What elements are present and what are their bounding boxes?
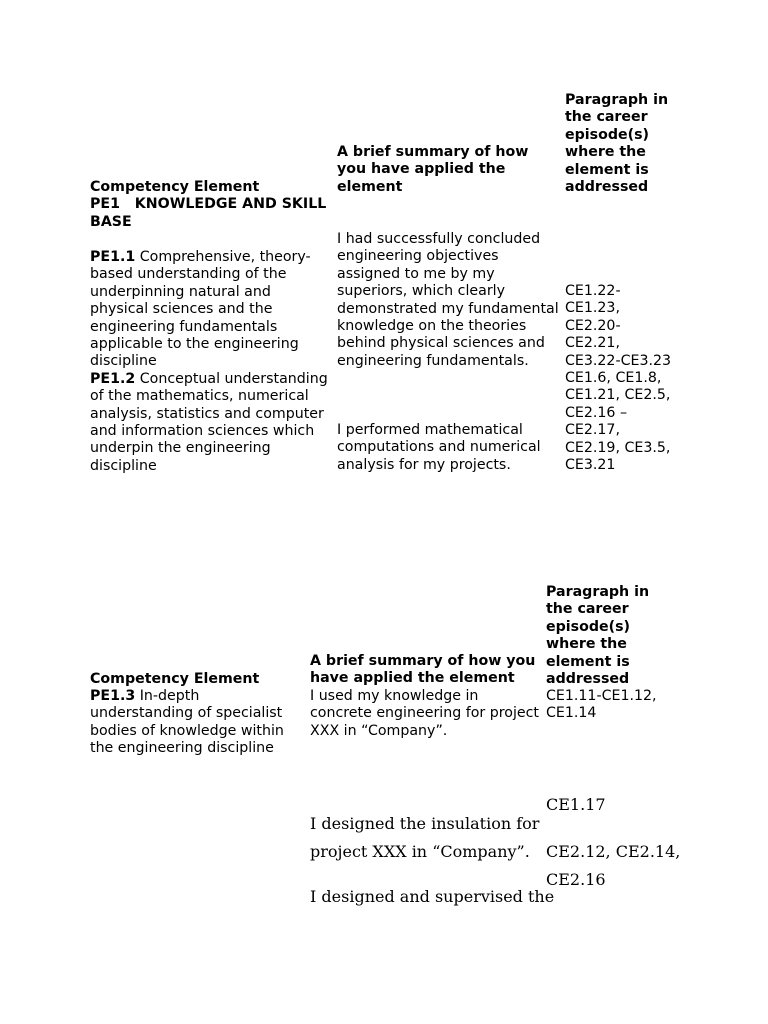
t1-col3-header-text: the career <box>565 109 648 126</box>
paragraph-ref: CE1.21, CE2.5, <box>565 387 671 404</box>
t2-col3-header-text: episode(s) <box>546 618 631 635</box>
pe1-3-text: understanding of specialist <box>90 705 283 722</box>
summary-line: I had successfully concluded <box>337 231 541 247</box>
pe1-2-text: discipline <box>90 457 157 474</box>
pe1-2-text: Conceptual understanding <box>135 370 328 387</box>
paragraph-ref: CE1.6, CE1.8, <box>565 370 662 387</box>
summary-line: engineering objectives <box>337 248 499 265</box>
pe1-3-code: PE1.3 <box>90 688 136 704</box>
paragraph-ref: CE1.11-CE1.12, <box>546 688 657 704</box>
t2-paragraph-refs-1 <box>546 688 657 723</box>
t2-col3-header-text: element is <box>546 653 630 670</box>
summary-line: superiors, which clearly <box>337 283 505 300</box>
pe1-2-text: underpin the engineering <box>90 440 271 457</box>
pe1-1-text: based understanding of the <box>90 266 287 283</box>
t1-section-title-cont: BASE <box>90 213 132 230</box>
summary-line: concrete engineering for project <box>310 705 539 722</box>
paragraph-ref: CE2.20- <box>565 317 621 334</box>
summary-line: analysis for my projects. <box>337 456 511 473</box>
pe1-2-text: of the mathematics, numerical <box>90 388 309 405</box>
t1-summary-2 <box>337 422 541 474</box>
t1-summary-1 <box>337 231 559 370</box>
t1-col3-header-text: where the <box>565 144 646 161</box>
summary-line: computations and numerical <box>337 439 541 456</box>
t2-col1-header-text: Competency Element <box>90 671 260 687</box>
pe1-1-text: discipline <box>90 353 157 370</box>
t1-col3-header-text: element is <box>565 161 649 178</box>
t2-col2-header-text: have applied the element <box>310 670 515 687</box>
t1-col2-header-text: A brief summary of how <box>337 144 529 160</box>
summary-line: I designed and supervised the <box>310 887 555 906</box>
t2-col3-header-text: where the <box>546 636 627 653</box>
pe1-3-text: the engineering discipline <box>90 740 274 757</box>
t2-col2-header-text: A brief summary of how you <box>310 653 536 669</box>
pe1-2-text: and information sciences which <box>90 423 315 440</box>
paragraph-ref: CE2.19, CE3.5, <box>565 439 671 456</box>
t2-col3-header-text: addressed <box>546 671 630 688</box>
paragraph-ref: CE2.16 <box>546 870 606 889</box>
t2-pe1-3 <box>90 688 284 758</box>
summary-line: I used my knowledge in <box>310 688 479 704</box>
summary-line: demonstrated my fundamental <box>337 300 559 317</box>
t1-col1-header-text: Competency Element <box>90 179 260 195</box>
t2-col2-header <box>310 653 535 688</box>
paragraph-ref: CE2.16 – <box>565 404 628 421</box>
t1-paragraph-refs <box>565 283 671 474</box>
t1-section-title: PE1 KNOWLEDGE AND SKILL <box>90 196 327 213</box>
pe1-1-code: PE1.1 <box>90 249 136 265</box>
pe1-1-text: underpinning natural and <box>90 283 271 300</box>
pe1-1-text: Comprehensive, theory- <box>135 249 311 265</box>
t1-col3-header <box>565 92 668 196</box>
t1-col3-header-text: Paragraph in <box>565 92 669 108</box>
pe1-3-text: In-depth <box>135 688 200 704</box>
t1-col3-header-text: addressed <box>565 179 649 196</box>
pe1-2-text: analysis, statistics and computer <box>90 405 324 422</box>
t2-summary-1 <box>310 688 539 740</box>
summary-line: project XXX in “Company”. <box>310 842 530 861</box>
pe1-1-text: physical sciences and the <box>90 301 273 318</box>
summary-line: I performed mathematical <box>337 422 523 438</box>
paragraph-ref: CE1.17 <box>546 795 606 814</box>
paragraph-ref: CE1.22- <box>565 283 621 299</box>
t2-paragraph-refs-2 <box>546 842 680 890</box>
t1-col3-header-text: episode(s) <box>565 126 650 143</box>
t2-summary-3 <box>310 887 554 907</box>
paragraph-ref: CE2.17, <box>565 422 620 439</box>
pe1-1-text: engineering fundamentals <box>90 318 278 335</box>
t1-col1-header <box>90 179 326 231</box>
paragraph-ref: CE2.12, CE2.14, <box>546 842 681 861</box>
pe1-1-text: applicable to the engineering <box>90 336 299 353</box>
t2-col1-header <box>90 671 259 688</box>
t1-pe1-1 <box>90 249 328 475</box>
pe1-3-text: bodies of knowledge within <box>90 722 284 739</box>
summary-line: assigned to me by my <box>337 265 495 282</box>
paragraph-ref: CE1.23, <box>565 300 620 317</box>
pe1-2-code: PE1.2 <box>90 370 136 387</box>
t2-summary-2 <box>310 814 539 862</box>
t2-col3-header <box>546 584 649 688</box>
paragraph-ref: CE2.21, <box>565 335 620 352</box>
summary-line: engineering fundamentals. <box>337 352 529 369</box>
t2-col3-header-text: the career <box>546 601 629 618</box>
summary-line: XXX in “Company”. <box>310 722 448 739</box>
paragraph-ref: CE3.22-CE3.23 <box>565 352 672 369</box>
t1-col2-header-text: element <box>337 178 403 195</box>
t1-col2-header <box>337 144 528 196</box>
t2-paragraph-ce117 <box>546 795 606 815</box>
summary-line: knowledge on the theories <box>337 318 527 335</box>
summary-line: behind physical sciences and <box>337 335 545 352</box>
paragraph-ref: CE1.14 <box>546 705 597 722</box>
paragraph-ref: CE3.21 <box>565 457 616 474</box>
t1-col2-header-text: you have applied the <box>337 161 506 178</box>
t2-col3-header-text: Paragraph in <box>546 584 650 600</box>
summary-line: I designed the insulation for <box>310 814 540 833</box>
